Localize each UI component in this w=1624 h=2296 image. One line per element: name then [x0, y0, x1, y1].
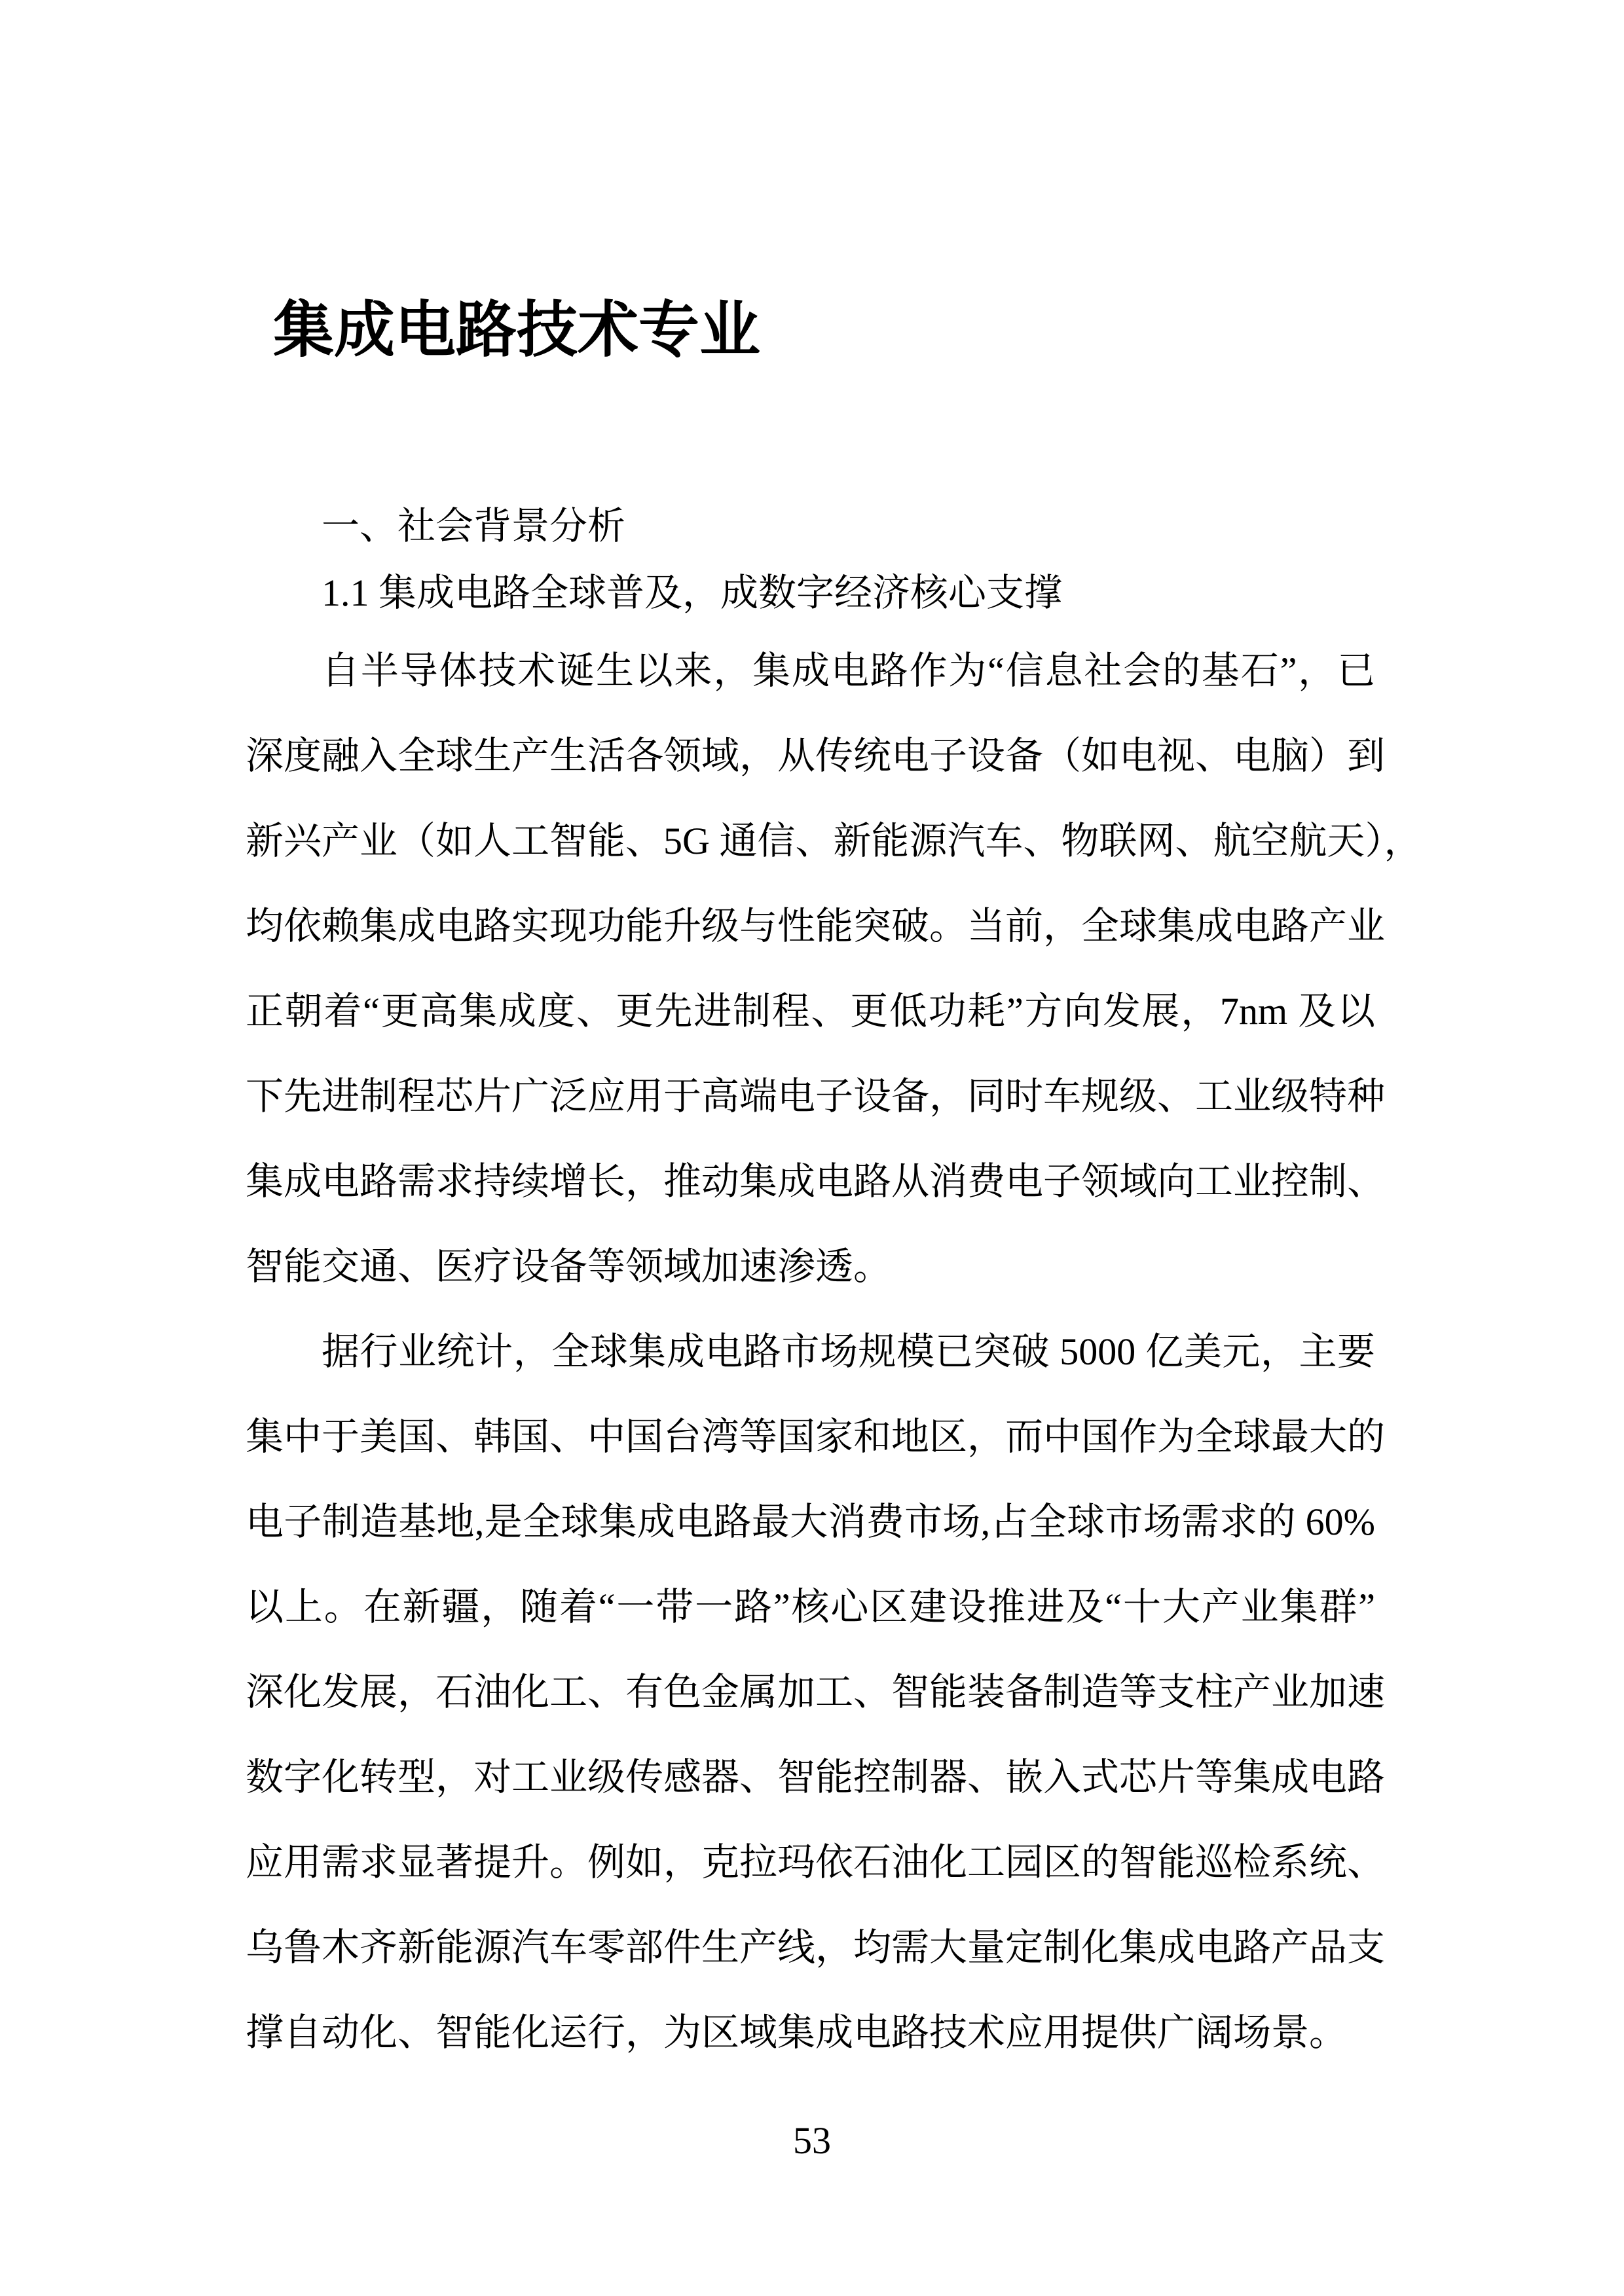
body-text — [246, 629, 1422, 2075]
body-line: 下先进制程芯片广泛应用于高端电子设备，同时车规级、工业级特种 — [246, 1075, 1386, 1118]
body-line: 以上。在新疆，随着“一带一路”核心区建设推进及“十大产业集群” — [246, 1586, 1375, 1628]
body-line: 深度融入全球生产生活各领域，从传统电子设备（如电视、电脑）到 — [246, 735, 1386, 777]
body-line: 正朝着“更高集成度、更先进制程、更低功耗”方向发展，7nm 及以 — [246, 990, 1375, 1032]
body-line: 乌鲁木齐新能源汽车零部件生产线，均需大量定制化集成电路产品支 — [246, 1926, 1386, 1969]
body-line: 新兴产业（如人工智能、5G 通信、新能源汽车、物联网、航空航天）， — [246, 820, 1422, 862]
paragraph — [246, 1309, 1386, 2075]
body-line: 电子制造基地,是全球集成电路最大消费市场,占全球市场需求的 60% — [246, 1501, 1375, 1543]
body-line: 均依赖集成电路实现功能升级与性能突破。当前，全球集成电路产业 — [246, 905, 1386, 947]
page-number: 53 — [793, 2119, 831, 2162]
subsection-heading: 1.1 集成电路全球普及，成数字经济核心支撑 — [322, 572, 1063, 614]
body-line: 深化发展，石油化工、有色金属加工、智能装备制造等支柱产业加速 — [246, 1671, 1386, 1713]
paragraph — [246, 629, 1422, 1309]
body-line: 应用需求显著提升。例如，克拉玛依石油化工园区的智能巡检系统、 — [246, 1841, 1386, 1884]
document-title: 集成电路技术专业 — [273, 297, 760, 365]
body-line: 智能交通、医疗设备等领域加速渗透。 — [246, 1245, 892, 1288]
body-line: 撑自动化、智能化运行，为区域集成电路技术应用提供广阔场景。 — [246, 2011, 1348, 2054]
body-line: 集中于美国、韩国、中国台湾等国家和地区，而中国作为全球最大的 — [246, 1415, 1386, 1458]
body-line: 数字化转型，对工业级传感器、智能控制器、嵌入式芯片等集成电路 — [246, 1756, 1386, 1798]
body-line: 自半导体技术诞生以来，集成电路作为“信息社会的基石”，已 — [322, 649, 1375, 692]
body-line: 集成电路需求持续增长，推动集成电路从消费电子领域向工业控制、 — [246, 1160, 1386, 1203]
section-heading: 一、社会背景分析 — [322, 505, 626, 547]
body-line: 据行业统计，全球集成电路市场规模已突破 5000 亿美元，主要 — [322, 1330, 1375, 1373]
